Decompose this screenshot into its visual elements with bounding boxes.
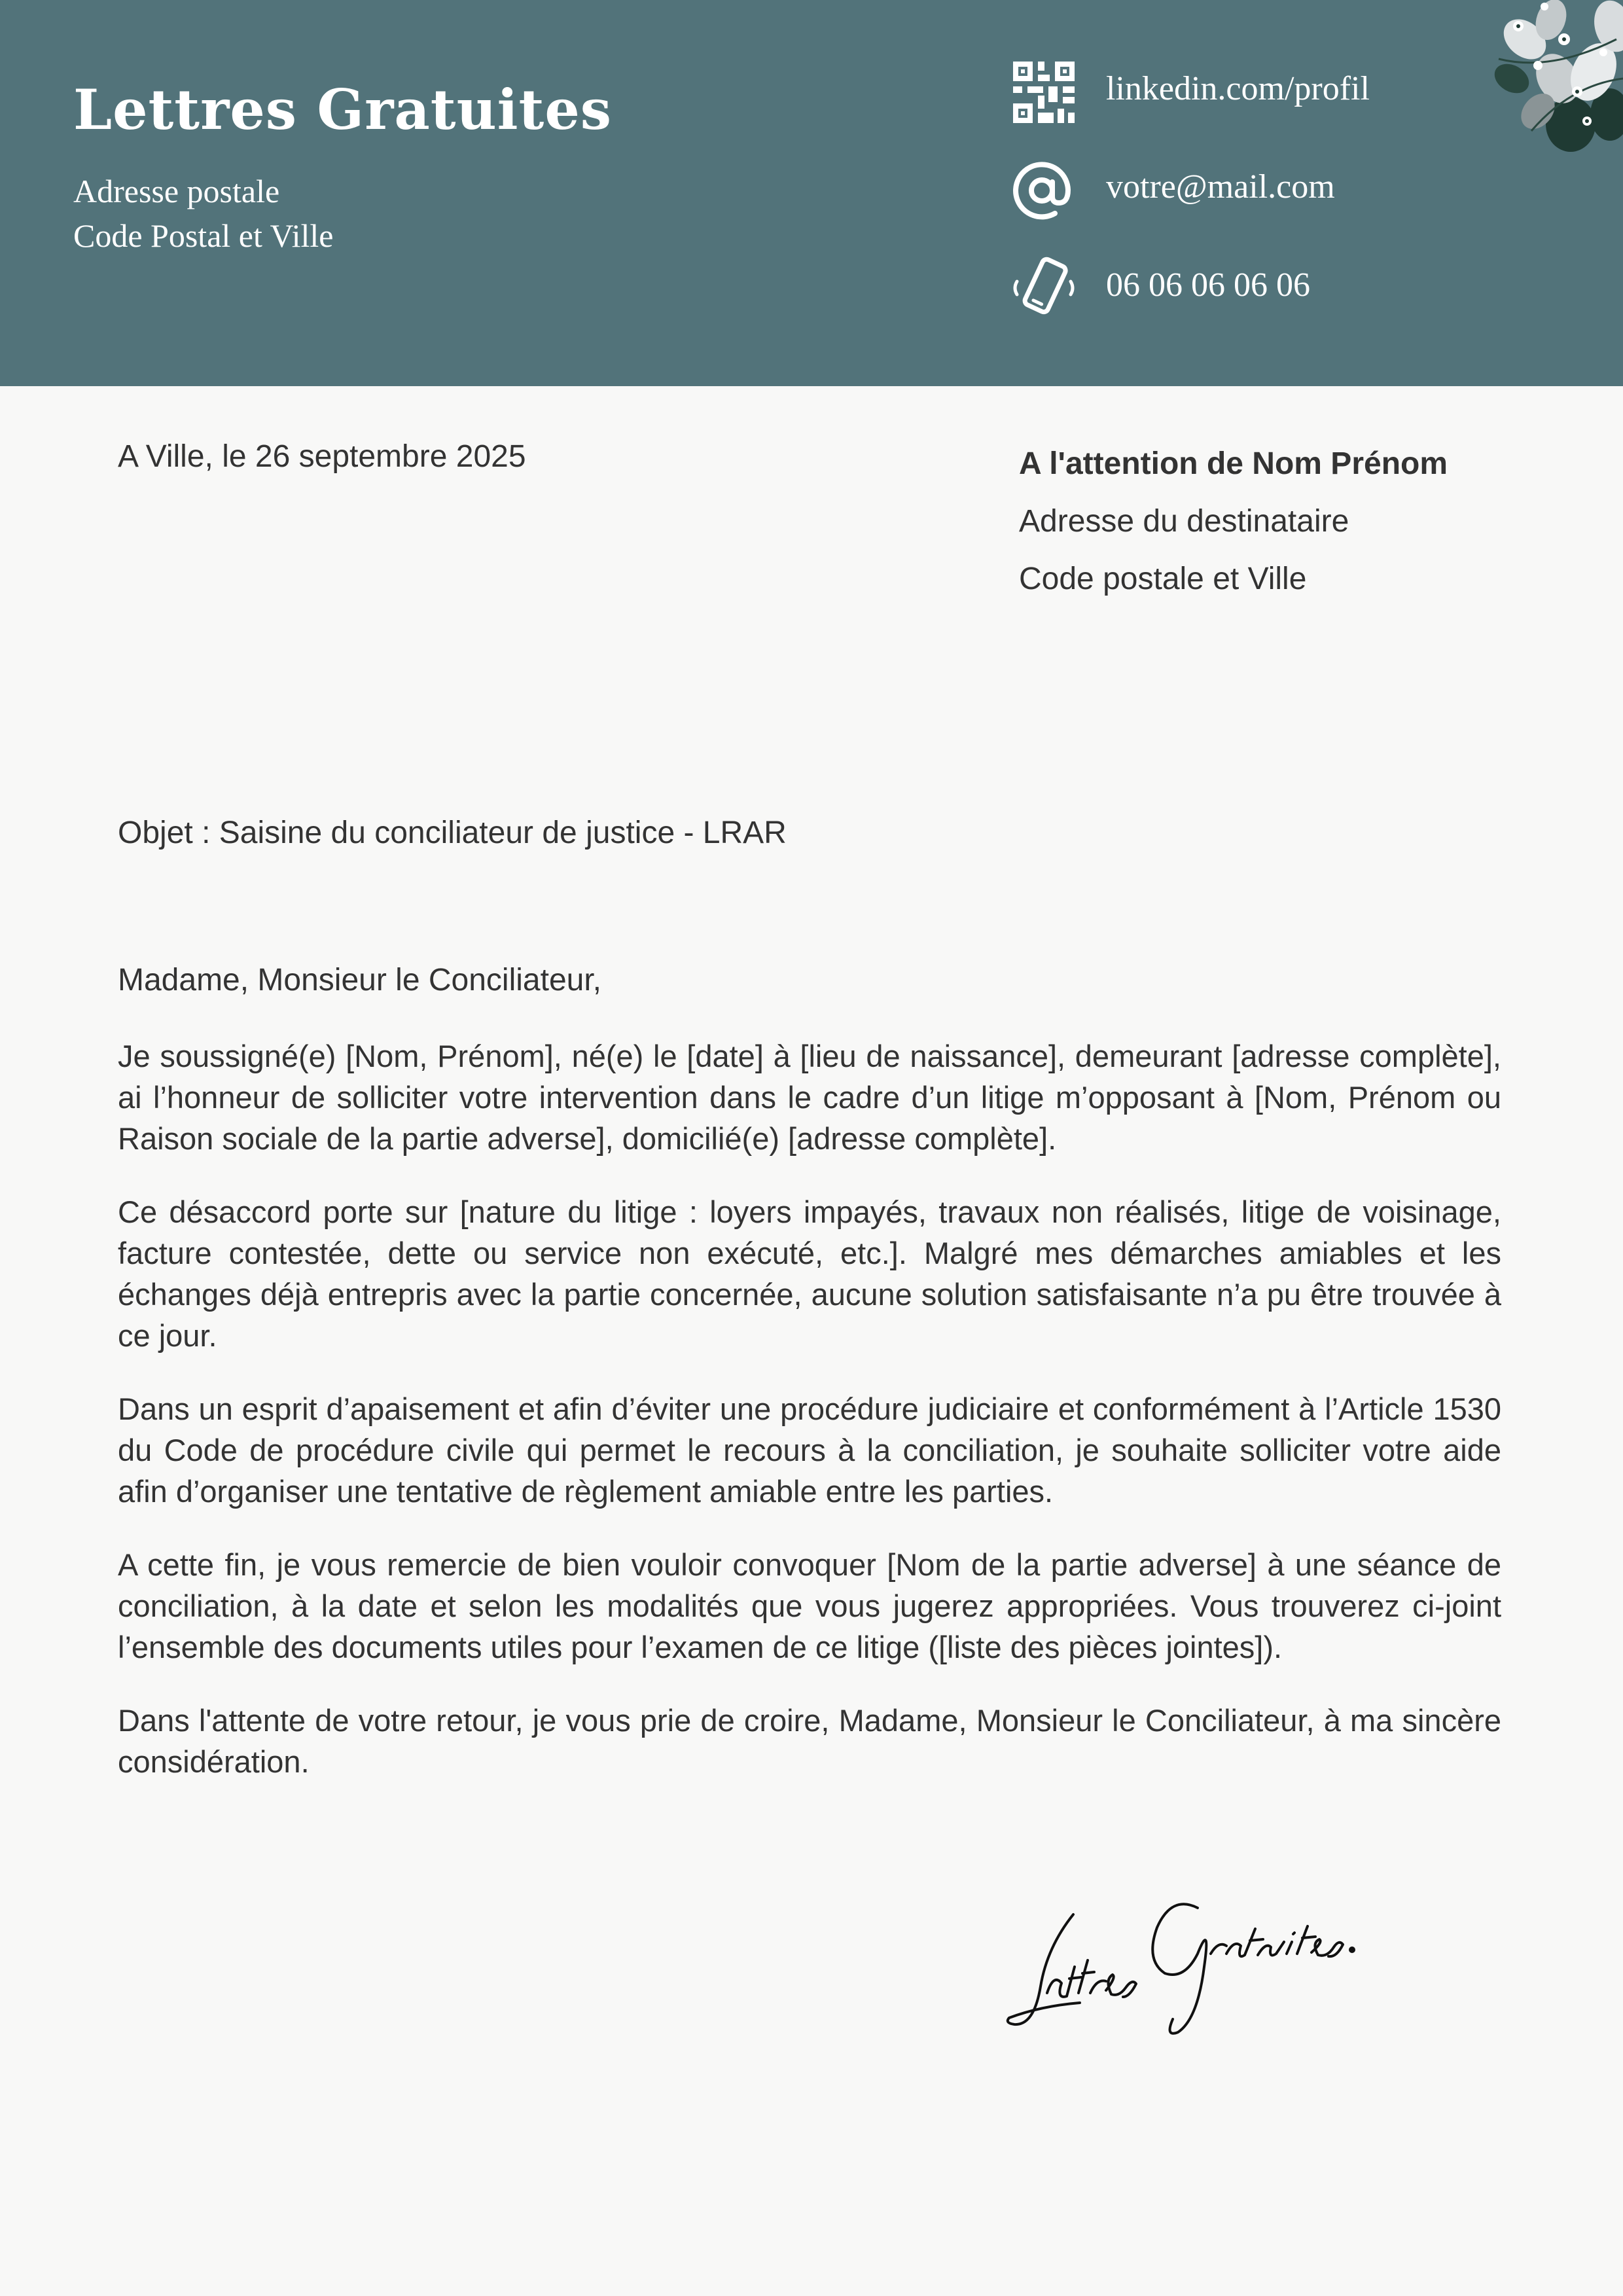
sender-name: Lettres Gratuites xyxy=(73,77,613,142)
body-paragraph: Dans un esprit d’apaisement et afin d’éviter une procédure judiciaire et conformément à l’Article 1530 du Code de procédure civile qui permet le recours à la conciliation, je souhaite solliciter votre aide afin d’organiser une tentative de règlement amiable entre les parties. xyxy=(118,1391,1501,1509)
contact-phone xyxy=(1008,253,1505,325)
body-paragraph: Je soussigné(e) [Nom, Prénom], né(e) le [date] à [lieu de naissance], demeurant [adresse complète], ai l’honneur de solliciter votre intervention dans le cadre d’un litige m’opposant à [Nom, Prénom ou Raison sociale de la partie adverse], domicilié(e) [adresse complète]. xyxy=(118,1039,1501,1156)
letter-date: A Ville, le 26 septembre 2025 xyxy=(118,439,526,474)
body-paragraph: Dans l'attente de votre retour, je vous prie de croire, Madame, Monsieur le Conciliateur, à ma sincère considération. xyxy=(118,1703,1501,1779)
recipient-name: A l'attention de Nom Prénom xyxy=(1019,446,1448,481)
at-sign-icon xyxy=(1008,154,1080,226)
recipient-city: Code postale et Ville xyxy=(1019,562,1307,596)
recipient-block xyxy=(1019,435,1448,608)
contact-email xyxy=(1008,154,1505,226)
letter-salutation: Madame, Monsieur le Conciliateur, xyxy=(118,963,602,997)
recipient-address: Adresse du destinataire xyxy=(1019,504,1349,539)
letter-subject: Objet : Saisine du conciliateur de justice - LRAR xyxy=(118,816,787,850)
email-address[interactable]: votre@mail.com xyxy=(1106,168,1335,206)
linkedin-url[interactable]: linkedin.com/profil xyxy=(1106,70,1370,107)
sender-address xyxy=(73,169,333,258)
body-paragraph: Ce désaccord porte sur [nature du litige : loyers impayés, travaux non réalisés, litige de voisinage, facture contestée, dette ou service non exécuté, etc.]. Malgré mes démarches amiables et les échanges déjà entrepris avec la partie concernée, aucune solution satisfaisante n’a pu être trouvée à ce jour. xyxy=(118,1194,1501,1353)
contact-linkedin xyxy=(1008,56,1505,128)
qr-code-icon xyxy=(1008,56,1080,128)
phone-number[interactable]: 06 06 06 06 06 xyxy=(1106,266,1310,304)
letter-body xyxy=(118,1035,1501,1814)
handwritten-signature xyxy=(1001,1869,1394,2052)
floral-decoration xyxy=(1472,0,1623,157)
sender-city-line: Code Postal et Ville xyxy=(73,217,334,254)
sender-address-line: Adresse postale xyxy=(73,173,280,209)
body-paragraph: A cette fin, je vous remercie de bien vouloir convoquer [Nom de la partie adverse] à une séance de conciliation, à la date et selon les modalités que vous jugerez appropriées. Vous trouverez ci-joint l’ensemble des documents utiles pour l’examen de ce litige ([liste des pièces jointes]). xyxy=(118,1547,1501,1664)
phone-icon xyxy=(1008,253,1080,325)
letter-header xyxy=(0,0,1623,386)
